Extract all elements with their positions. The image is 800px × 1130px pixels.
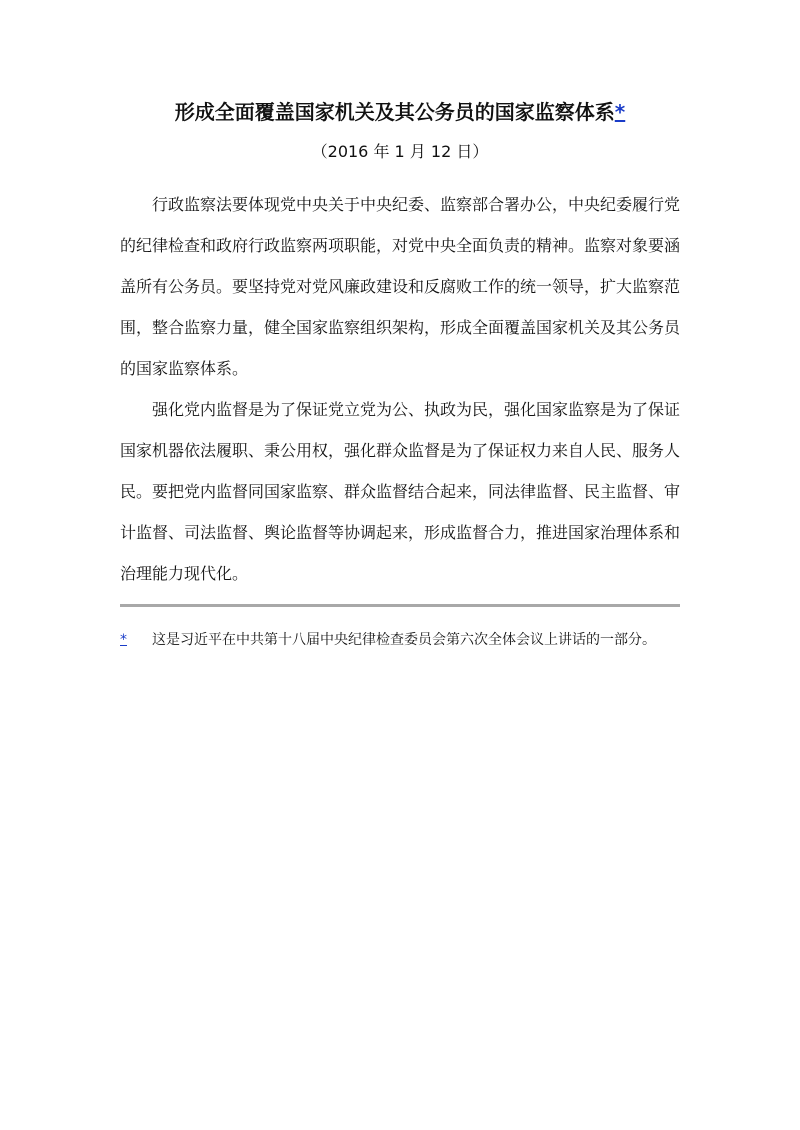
- date-line: （2016 年 1 月 12 日）: [311, 142, 489, 161]
- page-title: [120, 92, 680, 132]
- footnote: [120, 631, 680, 650]
- footnote-divider: [120, 604, 680, 607]
- article-body: [120, 184, 680, 594]
- document-page: [120, 92, 680, 650]
- footnote-reference-link[interactable]: *: [614, 100, 626, 124]
- title-text: 形成全面覆盖国家机关及其公务员的国家监察体系: [174, 100, 615, 124]
- paragraph: 行政监察法要体现党中央关于中央纪委、监察部合署办公，中央纪委履行党的纪律检查和政府行政监察两项职能，对党中央全面负责的精神。监察对象要涵盖所有公务员。要坚持党对党风廉政建设和反腐败工作的统一领导，扩大监察范围，整合监察力量，健全国家监察组织架构，形成全面覆盖国家机关及其公务员的国家监察体系。: [120, 195, 681, 378]
- paragraph: 强化党内监督是为了保证党立党为公、执政为民，强化国家监察是为了保证国家机器依法履职、秉公用权，强化群众监督是为了保证权力来自人民、服务人民。要把党内监督同国家监察、群众监督结合起来，同法律监督、民主监督、审计监督、司法监督、舆论监督等协调起来，形成监督合力，推进国家治理体系和治理能力现代化。: [120, 400, 681, 583]
- footnote-backlink[interactable]: *: [120, 632, 127, 648]
- footnote-text: 这是习近平在中共第十八届中央纪律检查委员会第六次全体会议上讲话的一部分。: [152, 632, 656, 648]
